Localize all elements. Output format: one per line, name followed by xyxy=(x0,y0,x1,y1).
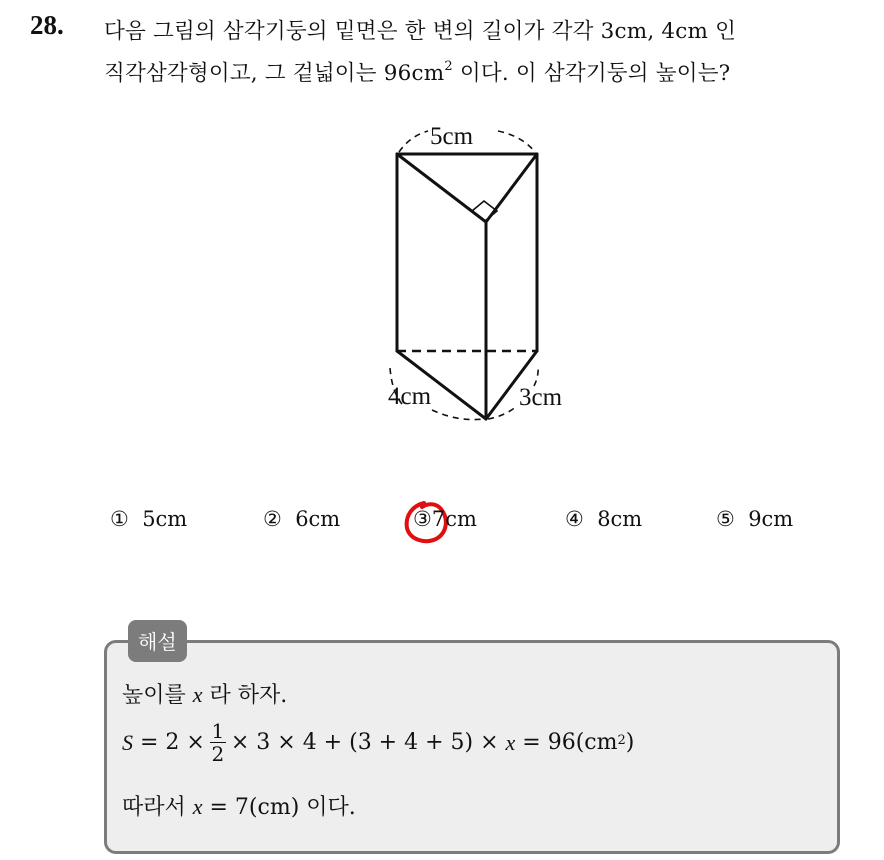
choice-1-mark: ① xyxy=(110,507,129,531)
sol3-post: = 7(cm) 이다. xyxy=(202,795,356,820)
arc-top-right xyxy=(498,131,535,152)
choice-1[interactable] xyxy=(110,507,187,531)
solution-line1 xyxy=(122,678,287,709)
sol1-post: 라 하자. xyxy=(202,683,288,708)
solution-tag: 해설 xyxy=(128,620,187,662)
question-line2-post: 이다. 이 삼각기둥의 높이는? xyxy=(452,61,731,86)
question-number: 28. xyxy=(30,10,64,40)
choice-5[interactable] xyxy=(716,507,793,531)
frac-den: 2 xyxy=(211,742,225,766)
sol1-var: x xyxy=(192,682,203,707)
sol2-c: = 96(cm xyxy=(515,730,618,755)
choice-2[interactable] xyxy=(263,507,340,531)
sol2-lhs: S xyxy=(122,729,133,755)
choice-2-text: 6cm xyxy=(295,507,341,531)
choice-1-text: 5cm xyxy=(142,507,188,531)
label-4cm: 4cm xyxy=(388,383,432,410)
sol2-a: = 2 × xyxy=(133,730,205,755)
question-line2-sup: 2 xyxy=(444,58,453,74)
choice-3-text: 7cm xyxy=(431,507,477,531)
arc-right xyxy=(534,366,538,386)
sol2-d: ) xyxy=(625,730,635,755)
question-text-line1: 다음 그림의 삼각기둥의 밑면은 한 변의 길이가 각각 3cm, 4cm 인 xyxy=(104,19,737,44)
choice-3[interactable] xyxy=(413,507,477,531)
sol1-pre: 높이를 xyxy=(122,683,193,708)
choice-4[interactable] xyxy=(565,507,642,531)
sol3-pre: 따라서 xyxy=(122,795,193,820)
choice-4-mark: ④ xyxy=(565,507,584,531)
choice-4-text: 8cm xyxy=(597,507,643,531)
solution-line3 xyxy=(122,790,356,821)
question-line2-pre: 직각삼각형이고, 그 겉넓이는 96cm xyxy=(104,61,445,86)
choice-5-text: 9cm xyxy=(748,507,794,531)
frac-num: 1 xyxy=(211,719,225,743)
prism-top-edge-left xyxy=(397,154,486,222)
sol2-b: × 3 × 4 + (3 + 4 + 5) × xyxy=(230,730,499,755)
sol3-var: x xyxy=(192,794,203,819)
arc-top-left xyxy=(399,131,428,152)
solution-line2: S = 2 × $\frac{1}{2}$ × 3 × 4 + (3 + 4 + 5) × x = 96(cm $^2$ ) xyxy=(122,719,635,766)
choice-5-mark: ⑤ xyxy=(716,507,735,531)
prism-top-edge-right xyxy=(486,154,537,222)
choice-2-mark: ② xyxy=(263,507,282,531)
choice-3-mark: ③ xyxy=(413,507,432,531)
label-3cm: 3cm xyxy=(519,384,563,411)
label-5cm: 5cm xyxy=(430,123,474,150)
fraction-one-half xyxy=(210,720,226,765)
sol2-var: x xyxy=(505,729,516,755)
